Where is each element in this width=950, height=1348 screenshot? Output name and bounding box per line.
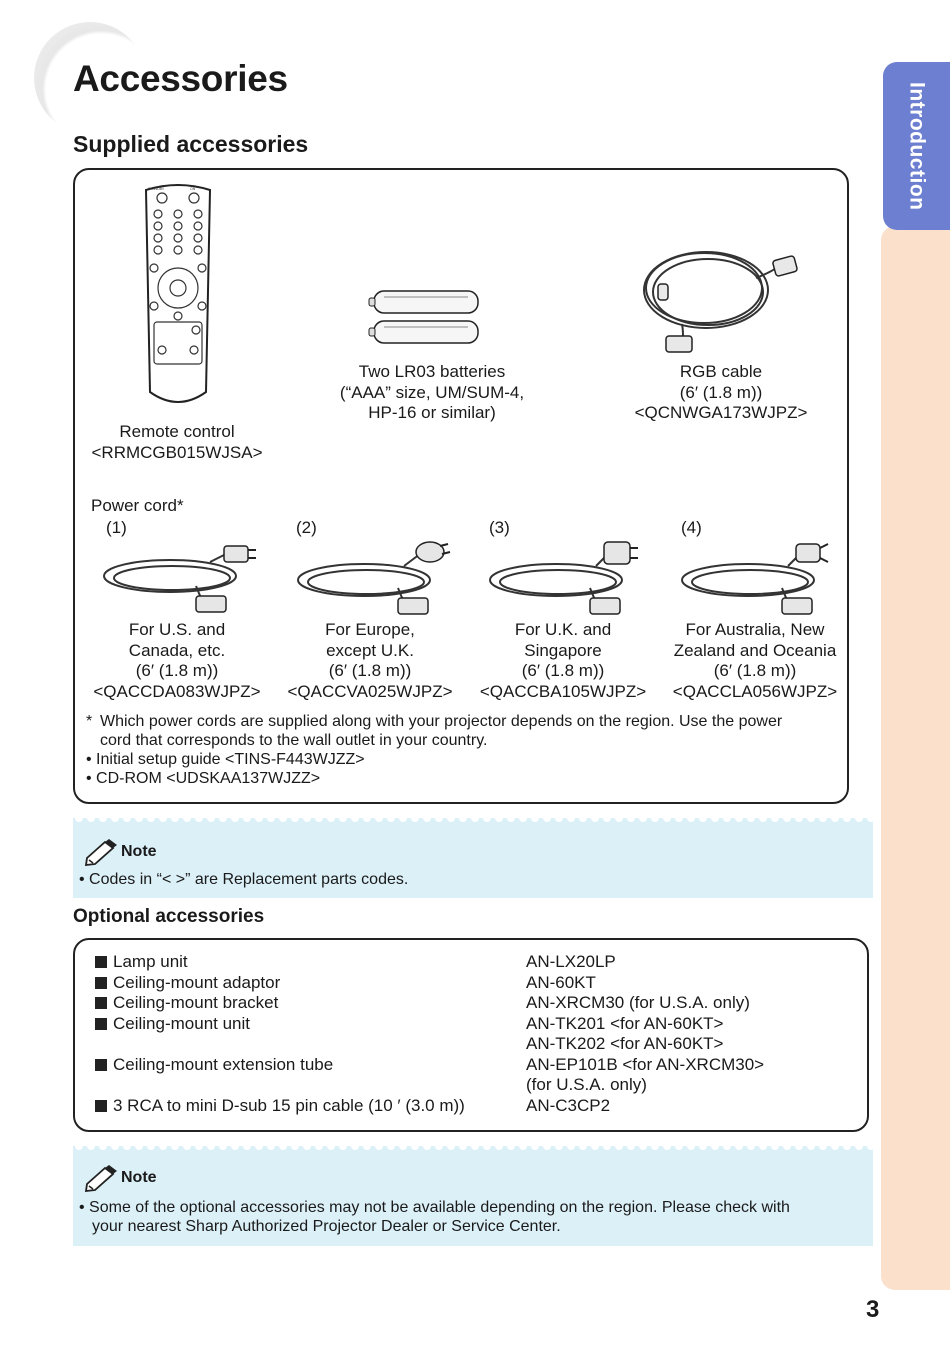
batteries-line2: (“AAA” size, UM/SUM-4, xyxy=(339,382,525,402)
optional-item-ceiling-unit xyxy=(95,1014,250,1035)
power-cord-au-icon xyxy=(678,540,838,616)
power-cord-us-icon xyxy=(100,540,260,616)
batteries-caption xyxy=(322,362,542,424)
remote-control-name: Remote control xyxy=(119,422,235,441)
note-box-codes xyxy=(73,818,873,898)
svg-text:ON: ON xyxy=(190,187,196,191)
pencil-note-icon xyxy=(83,838,119,866)
power-cord-1-code: <QACCDA083WJPZ> xyxy=(93,681,261,701)
power-cord-3-line1: For U.K. and xyxy=(514,620,612,639)
code-ceiling-bracket: AN-XRCM30 (for U.S.A. only) xyxy=(526,993,750,1012)
optional-item-rca-cable xyxy=(95,1096,465,1117)
rgb-cable-icon xyxy=(636,238,804,360)
power-cord-4-code: <QACCLA056WJPZ> xyxy=(672,681,838,701)
rgb-cable-code: <QCNWGA173WJPZ> xyxy=(634,403,808,422)
footnote-line1: Which power cords are supplied along with your projector depends on the region. Use the power xyxy=(100,713,783,730)
power-cord-1-line2: Canada, etc. xyxy=(128,640,226,660)
note-label: Note xyxy=(121,843,157,860)
power-cord-2-caption xyxy=(279,620,461,702)
bullet-square xyxy=(95,1059,107,1071)
side-tab-label[interactable]: Introduction xyxy=(905,81,929,211)
footnote-mark: * xyxy=(86,713,93,730)
note-box-availability xyxy=(73,1146,873,1246)
rgb-cable-name: RGB cable xyxy=(679,362,763,381)
power-cord-3-caption xyxy=(472,620,654,702)
note-availability-line2: your nearest Sharp Authorized Projector Dealer or Service Center. xyxy=(92,1218,561,1235)
power-cord-1-caption xyxy=(86,620,268,702)
optional-accessories-heading: Optional accessories xyxy=(73,906,265,927)
bullet-cd-rom: • CD-ROM <UDSKAA137WJZZ> xyxy=(86,770,321,787)
remote-control-icon xyxy=(140,180,216,412)
bullet-square xyxy=(95,1100,107,1112)
code-extension-tube: AN-EP101B <for AN-XRCM30> xyxy=(526,1054,765,1074)
power-cord-label: Power cord* xyxy=(91,496,184,515)
item-name: Ceiling-mount unit xyxy=(113,1014,251,1033)
page-number: 3 xyxy=(866,1296,880,1323)
note-codes-text: • Codes in “< >” are Replacement parts codes. xyxy=(79,871,409,888)
remote-control-caption xyxy=(80,422,274,463)
item-name: Lamp unit xyxy=(113,952,188,971)
batteries-icon xyxy=(368,288,484,348)
power-cord-1-length: (6′ (1.8 m)) xyxy=(135,661,219,680)
code-rca-cable: AN-C3CP2 xyxy=(526,1095,611,1115)
optional-item-ceiling-adaptor xyxy=(95,973,280,994)
power-cord-eu-icon xyxy=(294,540,454,616)
optional-item-ceiling-bracket xyxy=(95,993,278,1014)
batteries-line1: Two LR03 batteries xyxy=(358,362,506,381)
note-availability-line1: • Some of the optional accessories may not be available depending on the region. Please check with xyxy=(79,1199,790,1216)
power-cord-2-number: (2) xyxy=(296,518,317,537)
power-cord-2-length: (6′ (1.8 m)) xyxy=(328,661,412,680)
power-cord-2-line2: except U.K. xyxy=(326,640,414,660)
note-scallop-edge xyxy=(73,1146,873,1156)
pencil-note-icon xyxy=(83,1164,119,1192)
bullet-square xyxy=(95,997,107,1009)
power-cord-1-line1: For U.S. and xyxy=(128,620,226,639)
power-cord-4-line2: Zealand and Oceania xyxy=(673,640,837,660)
code-ceiling-unit-2: AN-TK202 <for AN-60KT> xyxy=(526,1034,724,1053)
optional-item-lamp-unit xyxy=(95,952,188,973)
supplied-accessories-heading: Supplied accessories xyxy=(73,131,309,157)
item-name: Ceiling-mount extension tube xyxy=(113,1055,334,1074)
power-cord-3-line2: Singapore xyxy=(524,640,602,660)
power-cord-3-number: (3) xyxy=(489,518,510,537)
item-name: Ceiling-mount adaptor xyxy=(113,973,281,992)
power-cord-4-length: (6′ (1.8 m)) xyxy=(713,661,797,680)
bullet-setup-guide: • Initial setup guide <TINS-F443WJZZ> xyxy=(86,751,365,768)
note-label: Note xyxy=(121,1169,157,1186)
power-cord-4-number: (4) xyxy=(681,518,702,537)
rgb-cable-length: (6′ (1.8 m)) xyxy=(679,382,763,402)
code-lamp-unit: AN-LX20LP xyxy=(526,952,616,971)
power-cord-4-line1: For Australia, New xyxy=(685,620,825,639)
power-cord-2-line1: For Europe, xyxy=(325,620,415,639)
optional-item-extension-tube xyxy=(95,1055,333,1076)
svg-text:STANDBY: STANDBY xyxy=(148,187,165,191)
batteries-line3: HP-16 or similar) xyxy=(368,403,496,422)
item-name: 3 RCA to mini D-sub 15 pin cable (10 ′ (3.0 m)) xyxy=(113,1096,465,1115)
bullet-square xyxy=(95,1018,107,1030)
power-cord-1-number: (1) xyxy=(106,518,127,537)
optional-codes xyxy=(526,952,764,1116)
bullet-square xyxy=(95,977,107,989)
power-cord-2-code: <QACCVA025WJPZ> xyxy=(287,681,453,701)
code-extension-tube-note: (for U.S.A. only) xyxy=(526,1075,647,1094)
power-cord-footnote xyxy=(86,712,836,750)
remote-control-code: <RRMCGB015WJSA> xyxy=(91,442,263,462)
page-title: Accessories xyxy=(73,58,288,99)
item-name: Ceiling-mount bracket xyxy=(113,993,279,1012)
power-cord-3-length: (6′ (1.8 m)) xyxy=(521,661,605,680)
power-cord-uk-icon xyxy=(486,540,646,616)
supplied-bullet-list xyxy=(86,750,365,788)
side-strip xyxy=(881,226,950,1290)
bullet-square xyxy=(95,956,107,968)
note-heading xyxy=(83,838,157,866)
code-ceiling-adaptor: AN-60KT xyxy=(526,972,596,992)
power-cord-4-caption xyxy=(664,620,846,702)
note-availability-text xyxy=(79,1198,790,1236)
rgb-cable-caption xyxy=(616,362,826,424)
footnote-line2: cord that corresponds to the wall outlet in your country. xyxy=(100,732,488,749)
note-scallop-edge xyxy=(73,818,873,828)
note-heading xyxy=(83,1164,157,1192)
code-ceiling-unit-1: AN-TK201 <for AN-60KT> xyxy=(526,1013,724,1033)
power-cord-3-code: <QACCBA105WJPZ> xyxy=(479,681,647,701)
